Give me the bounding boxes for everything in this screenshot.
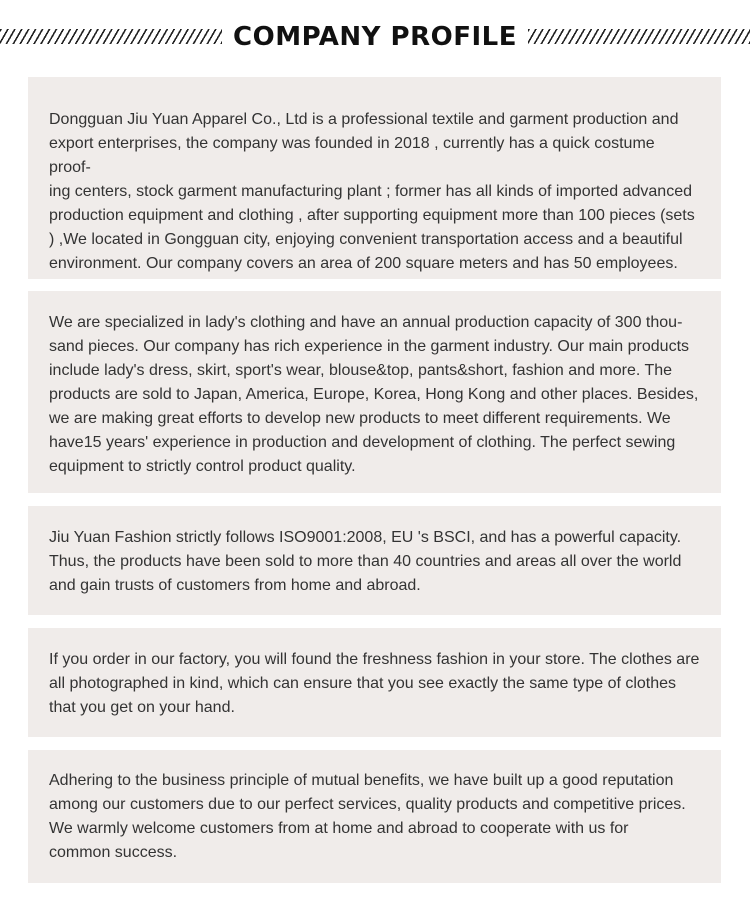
text-line: We are specialized in lady's clothing and have an annual production capacity of 300 thou- [49, 314, 683, 331]
text-line: Adhering to the business principle of mutual benefits, we have built up a good reputation [49, 772, 674, 789]
text-line: ing centers, stock garment manufacturing plant ; former has all kinds of imported advanced [49, 183, 692, 200]
text-line: production equipment and clothing , after supporting equipment more than 100 pieces (sets [49, 207, 695, 224]
text-line: environment. Our company covers an area of 200 square meters and has 50 employees. [49, 255, 678, 272]
header-stripe-right [528, 29, 750, 44]
text-line: We warmly welcome customers from at home and abroad to cooperate with us for [49, 820, 629, 837]
page-title: COMPANY PROFILE [233, 22, 517, 52]
text-line: export enterprises, the company was founded in 2018 , currently has a quick costume proof- [49, 135, 655, 176]
text-line: ) ,We located in Gongguan city, enjoying convenient transportation access and a beautiful [49, 231, 683, 248]
text-line: If you order in our factory, you will found the freshness fashion in your store. The clothes are [49, 651, 700, 668]
text-line: Jiu Yuan Fashion strictly follows ISO9001:2008, EU 's BSCI, and has a powerful capacity. [49, 529, 682, 546]
profile-section-ordering [28, 628, 721, 737]
text-line: include lady's dress, skirt, sport's wear, blouse&top, pants&short, fashion and more. The [49, 362, 673, 379]
profile-section-certification [28, 506, 721, 615]
page-header [0, 14, 750, 60]
text-line: equipment to strictly control product quality. [49, 458, 356, 475]
profile-section-products [28, 291, 721, 493]
profile-section-overview [28, 77, 721, 279]
text-line: among our customers due to our perfect services, quality products and competitive prices. [49, 796, 686, 813]
text-line: Thus, the products have been sold to more than 40 countries and areas all over the world [49, 553, 682, 570]
header-stripe-left [0, 29, 222, 44]
text-line: have15 years' experience in production and development of clothing. The perfect sewing [49, 434, 676, 451]
text-line: we are making great efforts to develop new products to meet different requirements. We [49, 410, 671, 427]
text-line: products are sold to Japan, America, Europe, Korea, Hong Kong and other places. Besides, [49, 386, 699, 403]
text-line: and gain trusts of customers from home and abroad. [49, 577, 421, 594]
profile-section-principles [28, 750, 721, 883]
text-line: Dongguan Jiu Yuan Apparel Co., Ltd is a professional textile and garment production and [49, 111, 679, 128]
text-line: sand pieces. Our company has rich experience in the garment industry. Our main products [49, 338, 690, 355]
text-line: common success. [49, 844, 178, 861]
text-line: all photographed in kind, which can ensure that you see exactly the same type of clothes [49, 675, 677, 692]
text-line: that you get on your hand. [49, 699, 235, 716]
